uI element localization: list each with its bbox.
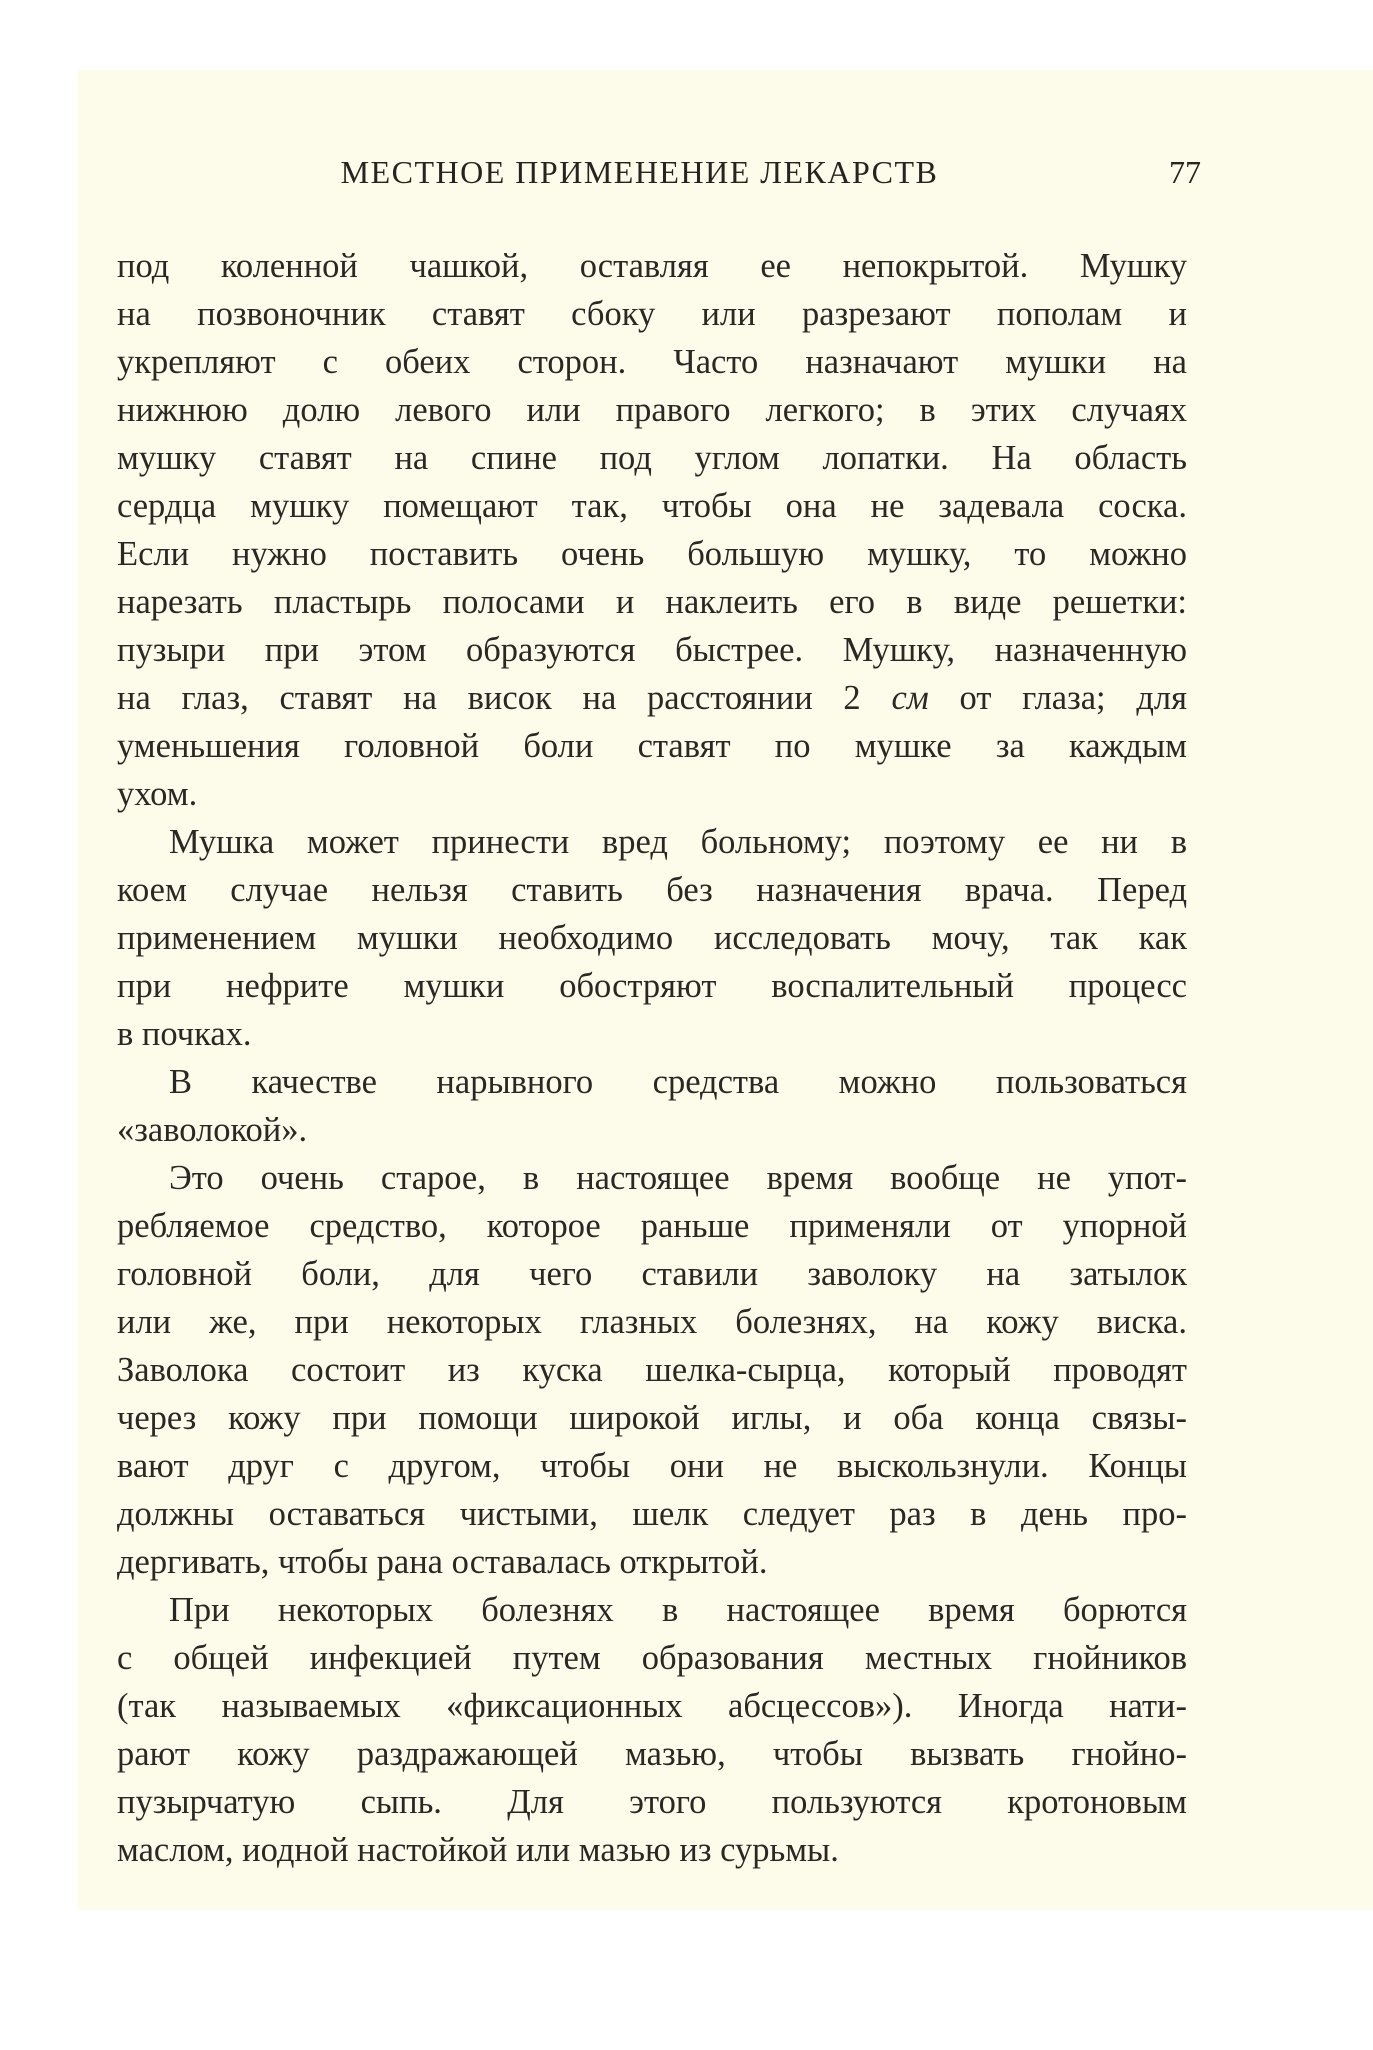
- paragraph: [117, 1058, 1187, 1154]
- text-line: Это очень старое, в настоящее время вообще не упот-: [169, 1159, 1187, 1197]
- text-line: должны оставаться чистыми, шелк следует раз в день про-: [117, 1495, 1187, 1533]
- text-line: сердца мушку помещают так, чтобы она не задевала соска.: [117, 487, 1187, 525]
- paragraph: [117, 1586, 1187, 1874]
- text-line: мушку ставят на спине под углом лопатки. На область: [117, 439, 1187, 477]
- text-line: вают друг с другом, чтобы они не выскользнули. Концы: [117, 1447, 1187, 1485]
- text-line: ухом.: [117, 775, 198, 813]
- text-line: пузырчатую сыпь. Для этого пользуются кротоновым: [117, 1783, 1187, 1821]
- text-line: под коленной чашкой, оставляя ее непокрытой. Мушку: [117, 247, 1187, 285]
- text-line: (так называемых «фиксационных абсцессов»). Иногда нати-: [117, 1687, 1187, 1725]
- text-line: нарезать пластырь полосами и наклеить его в виде решетки:: [117, 583, 1187, 621]
- paragraph: [117, 1154, 1187, 1586]
- text-line: в почках.: [117, 1015, 252, 1053]
- page-header: [78, 150, 1201, 206]
- text-line: или же, при некоторых глазных болезнях, на кожу виска.: [117, 1303, 1187, 1341]
- text-segment: на глаз, ставят на висок на расстоянии 2: [117, 679, 861, 717]
- text-line: ребляемое средство, которое раньше применяли от упорной: [117, 1207, 1187, 1245]
- text-line: с общей инфекцией путем образования местных гнойников: [117, 1639, 1187, 1677]
- text-segment: от глаза; для: [959, 679, 1188, 717]
- text-line: рают кожу раздражающей мазью, чтобы вызвать гнойно-: [117, 1735, 1187, 1773]
- text-line: через кожу при помощи широкой иглы, и оба конца связы-: [117, 1399, 1187, 1437]
- text-line: на позвоночник ставят сбоку или разрезают пополам и: [117, 295, 1187, 333]
- text-line: Мушка может принести вред больному; поэтому ее ни в: [169, 823, 1187, 861]
- text-line: укрепляют с обеих сторон. Часто назначают мушки на: [117, 343, 1187, 381]
- text-line: Заволока состоит из куска шелка-сырца, который проводят: [117, 1351, 1187, 1389]
- text-line: уменьшения головной боли ставят по мушке за каждым: [117, 727, 1187, 765]
- paragraph: [117, 242, 1187, 818]
- text-line: нижнюю долю левого или правого легкого; в этих случаях: [117, 391, 1187, 429]
- text-line: «заволокой».: [117, 1111, 308, 1149]
- unit-label: см: [891, 679, 929, 717]
- text-line: [117, 674, 1187, 722]
- running-title: МЕСТНОЕ ПРИМЕНЕНИЕ ЛЕКАРСТВ: [340, 154, 939, 190]
- text-line: При некоторых болезнях в настоящее время борются: [169, 1591, 1187, 1629]
- text-line: применением мушки необходимо исследовать мочу, так как: [117, 919, 1187, 957]
- text-line: дергивать, чтобы рана оставалась открытой.: [117, 1543, 768, 1581]
- body-text: [117, 242, 1187, 1874]
- text-line: головной боли, для чего ставили заволоку на затылок: [117, 1255, 1187, 1293]
- paragraph: [117, 818, 1187, 1058]
- text-line: при нефрите мушки обостряют воспалительный процесс: [117, 967, 1187, 1005]
- text-line: пузыри при этом образуются быстрее. Мушку, назначенную: [117, 631, 1187, 669]
- text-line: В качестве нарывного средства можно пользоваться: [169, 1063, 1187, 1101]
- text-line: Если нужно поставить очень большую мушку, то можно: [117, 535, 1187, 573]
- text-line: коем случае нельзя ставить без назначения врача. Перед: [117, 871, 1187, 909]
- text-line: маслом, иодной настойкой или мазью из сурьмы.: [117, 1831, 839, 1869]
- page-number: 77: [1169, 154, 1201, 190]
